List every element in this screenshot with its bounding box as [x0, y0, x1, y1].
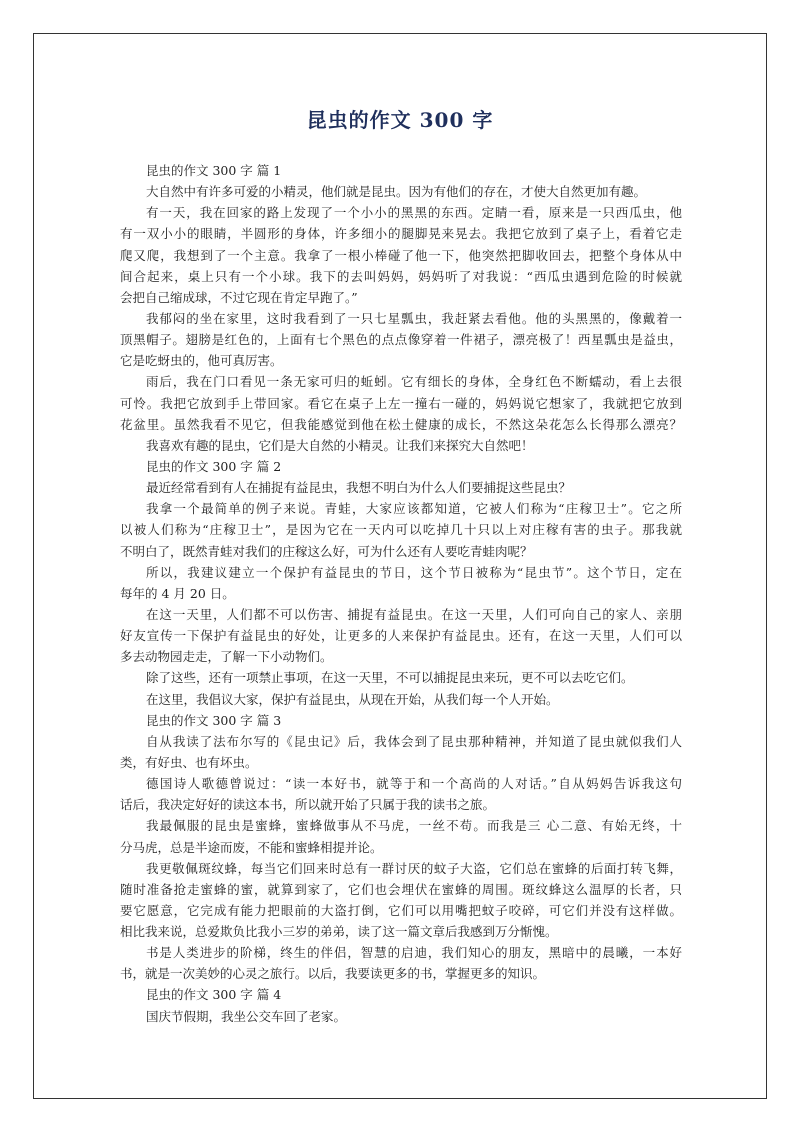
document-title: 昆虫的作文 300 字 — [306, 108, 494, 132]
text-line: 书是人类进步的阶梯，终生的伴侣，智慧的启迪，我们知心的朋友，黑暗中的晨曦，一本好 — [146, 945, 682, 961]
text-line: 在这里，我倡议大家，保护有益昆虫，从现在开始，从我们每一个人开始。 — [146, 691, 559, 707]
text-line: 它是吃蚜虫的，他可真厉害。 — [120, 353, 283, 369]
text-line: 我更敬佩斑纹蜂，每当它们回来时总有一群讨厌的蚊子大盗，它们总在蜜蜂的后面打转飞舞， — [146, 860, 682, 876]
text-line: 类，有好虫、也有坏虫。 — [120, 754, 258, 770]
text-line: 有一天，我在回家的路上发现了一个小小的黑黑的东西。定睛一看，原来是一只西瓜虫，他 — [146, 205, 682, 221]
text-line: 我喜欢有趣的昆虫，它们是大自然的小精灵。让我们来探究大自然吧！ — [146, 437, 534, 453]
text-line: 最近经常看到有人在捕捉有益昆虫，我想不明白为什么人们要捕捉这些昆虫？ — [146, 480, 572, 496]
text-line: 所以，我建议建立一个保护有益昆虫的节日，这个节日被称为“昆虫节”。这个节日，定在 — [146, 564, 682, 580]
text-line: 会把自己缩成球，不过它现在肯定早跑了。” — [120, 289, 358, 305]
text-line: 在这一天里，人们都不可以伤害、捕捉有益昆虫。在这一天里，人们可向自己的家人、亲朋 — [146, 606, 682, 622]
text-line: 话后，我决定好好的读这本书，所以就开始了只属于我的读书之旅。 — [120, 797, 496, 813]
text-line: 德国诗人歌德曾说过：“读一本好书，就等于和一个高尚的人对话。”自从妈妈告诉我这句 — [146, 776, 682, 792]
text-line: 雨后，我在门口看见一条无家可归的蚯蚓。它有细长的身体，全身红色不断蠕动，看上去很 — [146, 374, 682, 390]
text-line: 我最佩服的昆虫是蜜蜂，蜜蜂做事从不马虎，一丝不苟。而我是三 心二意、有始无终，十 — [146, 818, 682, 834]
text-line: 分马虎，总是半途而废，不能和蜜蜂相提并论。 — [120, 839, 383, 855]
document-body — [120, 160, 682, 1027]
text-line: 花盆里。虽然我看不见它，但我能感觉到他在松土健康的成长，不然这朵花怎么长得那么漂亮？ — [120, 416, 682, 432]
text-line: 我郁闷的坐在家里，这时我看到了一只七星瓢虫，我赶紧去看他。他的头黑黑的，像戴着一 — [146, 310, 682, 326]
text-line: 顶黑帽子。翅膀是红色的，上面有七个黑色的点点像穿着一件裙子，漂亮极了！西星瓢虫是益虫， — [120, 332, 682, 348]
text-line: 书，就是一次美妙的心灵之旅行。以后，我要读更多的书，掌握更多的知识。 — [120, 966, 546, 982]
text-line: 间合起来，桌上只有一个小球。我下的去叫妈妈，妈妈听了对我说：“西瓜虫遇到危险的时候就 — [120, 268, 682, 284]
text-line: 大自然中有许多可爱的小精灵，他们就是昆虫。因为有他们的存在，才使大自然更加有趣。 — [146, 184, 647, 200]
text-line: 相比我来说，总爱欺负比我小三岁的弟弟，读了这一篇文章后我感到万分惭愧。 — [120, 924, 558, 940]
text-line: 要它愿意，它完成有能力把眼前的大盗打倒，它们可以用嘴把蚊子咬碎，可它们并没有这样做。 — [120, 902, 682, 918]
section-heading: 昆虫的作文 300 字 篇 2 — [146, 458, 282, 474]
text-line: 有一双小小的眼睛，半圆形的身体，许多细小的腿脚晃来晃去。我把它放到了桌子上，看着它走 — [120, 226, 682, 242]
text-line: 除了这些，还有一项禁止事项，在这一天里，不可以捕捉昆虫来玩，更不可以去吃它们。 — [146, 670, 634, 686]
section-heading: 昆虫的作文 300 字 篇 1 — [146, 163, 282, 178]
text-line: 随时准备抢走蜜蜂的蜜，就算到家了，它们也会埋伏在蜜蜂的周围。斑纹蜂这么温厚的长者，只 — [120, 881, 682, 897]
text-line: 可怜。我把它放到手上带回家。看它在桌子上左一撞右一碰的，妈妈说它想家了，我就把它放到 — [120, 395, 682, 411]
text-line: 国庆节假期，我坐公交车回了老家。 — [146, 1008, 347, 1024]
text-line: 以被人们称为“庄稼卫士”，是因为它在一天内可以吃掉几十只以上对庄稼有害的虫子。那我就 — [120, 522, 682, 538]
text-line: 多去动物园走走，了解一下小动物们。 — [120, 649, 333, 665]
text-line: 不明白了，既然青蛙对我们的庄稼这么好，可为什么还有人要吃青蛙肉呢？ — [120, 543, 533, 559]
section-heading: 昆虫的作文 300 字 篇 3 — [146, 712, 282, 728]
text-line: 每年的 4 月 20 日。 — [120, 585, 235, 601]
text-line: 自从我读了法布尔写的《昆虫记》后，我体会到了昆虫那种精神，并知道了昆虫就似我们人 — [146, 733, 682, 749]
text-line: 爬又爬，我想到了一个主意。我拿了一根小棒碰了他一下，他突然把脚收回去，把整个身体从中 — [120, 247, 682, 263]
text-line: 好友宣传一下保护有益昆虫的好处，让更多的人来保护有益昆虫。还有，在这一天里，人们可以 — [120, 628, 682, 644]
section-heading: 昆虫的作文 300 字 篇 4 — [146, 987, 282, 1003]
text-line: 我拿一个最简单的例子来说。青蛙，大家应该都知道，它被人们称为“庄稼卫士”。它之所 — [146, 501, 682, 517]
